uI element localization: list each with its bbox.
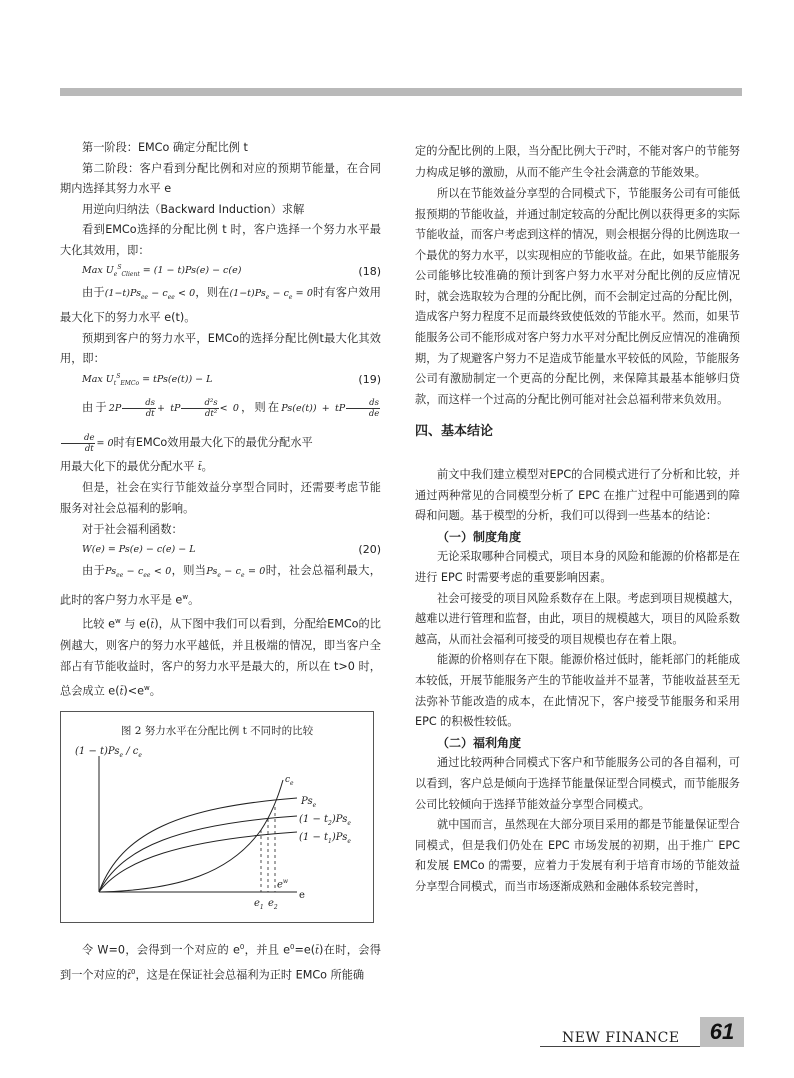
paragraph: 定的分配比例的上限，当分配比例大于t̄$^0$时，不能对客户的节能努力构成足够的激励，从而不能产生令社会满意的节能效果。	[415, 144, 740, 180]
left-column	[60, 138, 381, 988]
e2-label: $e_2$	[268, 897, 278, 911]
paragraph: 所以在节能效益分享型的合同模式下，节能服务公司有可能低报预期的节能收益，并通过制定较高的分配比例以获得更多的实际节能收益，而客户考虑到这样的情况，则会根据分得的比例选取一个最优的努力水平，以实现相应的节能收益。在此，如果节能服务公司能够比较准确的预计到客户努力水平对分配比例的反应情况时，就会选取较为合理的分配比例，而不会制定过高的分配比例，造成客户努力程度不足而最终致使低效的节能水平。然而，如果节能服务公司不能形成对客户努力水平对分配比例反应情况的准确预期，为了规避客户努力不足造成节能量水平较低的风险，节能服务公司有激励制定一个更高的分配比例，来保障其最基本能够归贷款，而这样一个过高的分配比例可能对社会总福利带来负效用。	[415, 186, 740, 406]
paragraph: 预期到客户的努力水平，EMCo的选择分配比例t最大化其效用，即：	[60, 331, 381, 366]
cost-curve-label: $c_e$	[285, 774, 294, 787]
ps-curve-label: $Ps_e$	[301, 795, 317, 809]
t1-curve-label: $(1 - t_1)Ps_e$	[299, 831, 351, 845]
paragraph: 看到EMCo选择的分配比例 t 时，客户选择一个努力水平最大化其效用，即：	[60, 223, 381, 257]
paragraph: 第一阶段：EMCo 确定分配比例 t	[82, 141, 248, 154]
equation-number: (19)	[358, 373, 381, 387]
e1-label: $e_1$	[254, 897, 264, 911]
t2-curve-label: $(1 - t_2)Ps_e$	[299, 813, 351, 827]
paragraph: 前文中我们建立模型对EPC的合同模式进行了分析和比较，并通过两种常见的合同模型分析了 EPC 在推广过程中可能遇到的障碍和问题。基于模型的分析，我们可以得到一些基本的结论：	[415, 468, 740, 523]
paragraph: 社会可接受的项目风险系数存在上限。考虑到项目规模越大，越难以进行管理和监督，由此，项目的规模越大，项目的风险系数越高，从而社会福利可接受的项目规模也存在着上限。	[415, 591, 740, 646]
equation-20: W(e) = Ps(e) − c(e) − L (20)	[60, 540, 381, 561]
ps-curve	[99, 798, 297, 892]
paragraph: 用逆向归纳法（Backward Induction）求解	[82, 202, 305, 216]
paragraph: 对于社会福利函数：	[82, 522, 183, 536]
paragraph: 用最大化下的最优分配水平 t̄。	[60, 459, 213, 473]
subsection-heading: （一）制度角度	[437, 529, 522, 544]
paragraph: 通过比较两种合同模式下客户和节能服务公司的各自福利，可以看到，客户总是倾向于选择节能量保证型合同模式，而节能服务公司比较倾向于选择节能效益分享型合同模式。	[415, 756, 740, 811]
paragraph: 但是，社会在实行节能效益分享型合同时，还需要考虑节能服务对社会总福利的影响。	[60, 481, 381, 516]
paragraph: 由于2P $\frac{ds}{dt}$ + tP $\frac{\text{d²s}}{\text{dt²}}$ < 0，则在Ps(e(t)) + tP $\frac{ds}{de}$ $\frac{de}{dt}$ = 0时有EMCo效用最大化下的最优分配水平	[60, 391, 381, 461]
equation-number: (20)	[358, 543, 381, 557]
paragraph: 令 W=0，会得到一个对应的 $e^0$，并且 $e^0=e(t̄)$在时，会得到一个对应的t̄$^0$，这是在保证社会总福利为正时 EMCo 所能确	[60, 942, 381, 982]
right-column	[415, 138, 740, 898]
paragraph: 第二阶段：客户看到分配比例和对应的预期节能量，在合同期内选择其努力水平 e	[60, 161, 381, 196]
page-number: 61	[700, 1017, 744, 1047]
paragraph: 无论采取哪种合同模式，项目本身的风险和能源的价格都是在进行 EPC 时需要考虑的重要影响因素。	[415, 550, 740, 585]
figure-2	[60, 711, 374, 923]
footer-rule	[540, 1046, 700, 1047]
section-heading: 四、基本结论	[415, 424, 494, 440]
equation-19: Max $U_t^S_{EMCo} = tPs(e(t)) - L$ (19)	[60, 370, 381, 391]
paragraph: 由于$Ps_{ee} - c_{ee} < 0$，则当$Ps_e - c_e = 0$时，社会总福利最大，此时的客户努力水平是 $e^w$。	[60, 564, 381, 607]
y-axis-label: $(1 - t)Ps_e / c_e$	[75, 745, 142, 759]
paragraph: 就中国而言，虽然现在大部分项目采用的都是节能量保证型合同模式，但是我们仍处在 EPC 市场发展的初期，出于推广 EPC 和发展 EMCo 的需要，应着力于发展有利于培育市场的节能效益分享型合同模式，而当市场逐渐成熟和金融体系较完善时，	[415, 818, 740, 893]
header-rule	[60, 88, 742, 96]
ew-label: $e^w$	[277, 877, 289, 891]
equation-18: Max $U_e^S_{Client} = (1 - t)Ps(e) - c(e)$ (18)	[60, 262, 381, 283]
equation-number: (18)	[358, 264, 381, 278]
paragraph: 由于$(1-t)Ps_{ee} - c_{ee} < 0$，则在$(1-t)Ps_e - c_e = 0$时有客户效用最大化下的努力水平 e(t)。	[60, 285, 381, 325]
t2-curve	[99, 816, 297, 892]
subsection-heading: （二）福利角度	[437, 735, 522, 750]
paragraph: 能源的价格则存在下限。能源价格过低时，能耗部门的耗能成本较低，开展节能服务产生的节能收益并不显著，节能收益甚至无法弥补节能改造的成本，在此情况下，客户接受节能服务和采用 EPC 的积极性较低。	[415, 653, 740, 729]
x-axis-label: e	[299, 889, 305, 901]
t1-curve	[99, 832, 297, 892]
paragraph: 比较 $e^w$ 与 e(t̄)，从下图中我们可以看到，分配给EMCo的比例越大，则客户的努力水平越低，并且极端的情况，即当客户全部占有节能收益时，客户的努力水平是最大的，所以在 t>0 时，总会成立 $e(t̄)<e^w$。	[60, 617, 381, 698]
figure-caption: 图 2 努力水平在分配比例 t 不同时的比较	[120, 724, 314, 737]
journal-name: NEW FINANCE	[562, 1030, 680, 1046]
